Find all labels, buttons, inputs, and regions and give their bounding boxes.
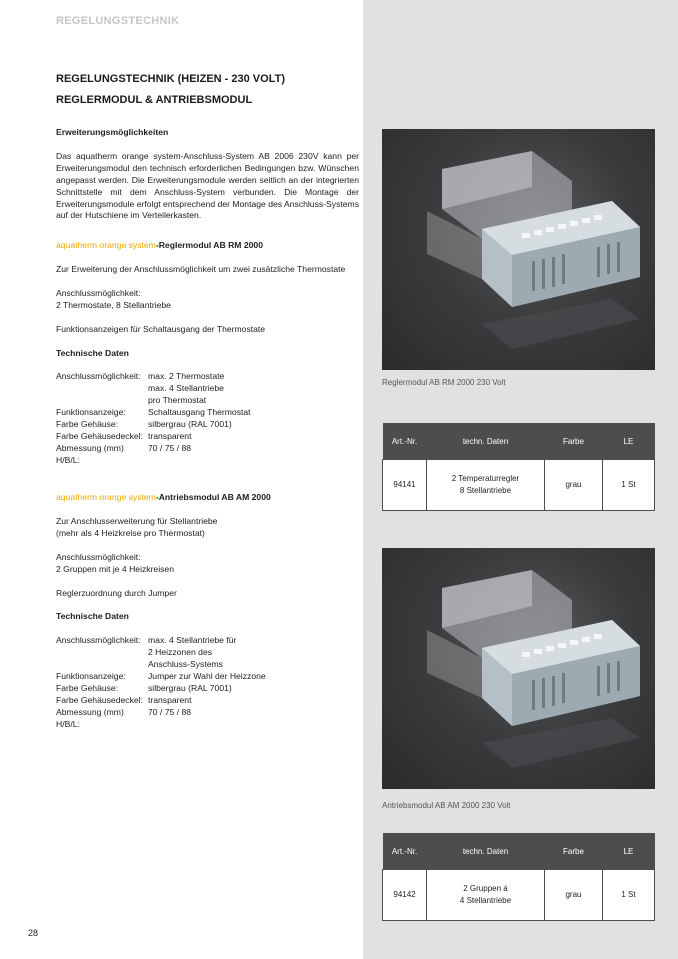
spec-value: Schaltausgang Thermostat	[148, 407, 251, 418]
intro-heading: Erweiterungsmöglichkeiten	[56, 127, 169, 137]
le-cell: 1 St	[603, 870, 655, 921]
col-header: Farbe	[545, 833, 603, 870]
connection-label: Anschlussmöglichkeit:	[56, 551, 141, 562]
reglermodul-heading	[56, 240, 359, 252]
antriebsmodul-product-table	[382, 833, 655, 921]
spec-key: Anschlussmöglichkeit:	[56, 635, 141, 646]
spec-key: Abmessung (mm) H/B/L:	[56, 442, 124, 465]
reglermodul-function-note: Funktionsanzeigen für Schaltausgang der Thermostate	[56, 323, 266, 334]
spec-value: silbergrau (RAL 7001)	[148, 682, 232, 693]
intro-section	[56, 127, 359, 222]
connection-label: Anschlussmöglichkeit:	[56, 287, 141, 298]
tech-data-cell	[427, 870, 545, 921]
spec-value: transparent	[148, 694, 192, 705]
reglermodul-tech-heading: Technische Daten	[56, 347, 129, 358]
reglermodul-section	[56, 240, 359, 467]
reglermodul-connection	[56, 288, 359, 312]
tech-data-line-2: 4 Stellantriebe	[459, 896, 512, 905]
art-nr-cell: 94141	[383, 460, 427, 511]
reglermodul-illustration	[382, 129, 655, 370]
col-header: Art.-Nr.	[383, 423, 427, 460]
spec-key: Farbe Gehäusedeckel:	[56, 430, 143, 441]
title-line-2: REGLERMODUL & ANTRIEBSMODUL	[56, 94, 253, 106]
color-cell: grau	[545, 460, 603, 511]
tech-data-line-1: 2 Temperaturregler	[451, 474, 520, 483]
antriebsmodul-tech-heading: Technische Daten	[56, 611, 129, 622]
table-header-row	[383, 833, 655, 870]
col-header: LE	[603, 423, 655, 460]
reglermodul-name: -Reglermodul AB RM 2000	[155, 240, 263, 250]
reglermodul-product-photo	[382, 129, 655, 370]
antriebsmodul-assignment-note: Reglerzuordnung durch Jumper	[56, 587, 177, 598]
page-title	[56, 69, 285, 111]
connection-value: 2 Thermostate, 8 Stellantriebe	[56, 299, 171, 310]
spec-key: Farbe Gehäuse:	[56, 682, 119, 693]
spec-key: Farbe Gehäuse:	[56, 419, 119, 430]
color-cell: grau	[545, 870, 603, 921]
spec-key: Funktionsanzeige:	[56, 407, 126, 418]
spec-value: Jumper zur Wahl der Heizzone	[148, 671, 266, 682]
intro-body: Das aquatherm orange system-Anschluss-System AB 2006 230V kann per Erweiterungsmodul den technisch erforderlichen Bedingungen bzw. Wünschen angepasst werden. Die Erweiterungsmodule werden seitlich an der integrierten Schnittstelle mit dem Anschluss-System verbunden. Die Montage der Erweiterungsmodule erfolgt entsprechend der Montage des Anschluss-Systems auf der Hutschiene im Verteilerkasten.	[56, 150, 359, 221]
col-header: Art.-Nr.	[383, 833, 427, 870]
col-header: Farbe	[545, 423, 603, 460]
table-header-row	[383, 423, 655, 460]
reglermodul-spec-list	[56, 371, 359, 466]
antriebsmodul-name: -Antriebsmodul AB AM 2000	[155, 492, 271, 502]
spec-key: Abmessung (mm) H/B/L:	[56, 706, 124, 729]
antriebsmodul-spec-list	[56, 635, 359, 730]
reglermodul-caption: Reglermodul AB RM 2000 230 Volt	[382, 378, 506, 387]
spec-key: Farbe Gehäusedeckel:	[56, 694, 143, 705]
tech-data-line-1: 2 Gruppen á	[463, 884, 508, 893]
art-nr-cell: 94142	[383, 870, 427, 921]
antriebsmodul-section	[56, 492, 359, 731]
spec-value: 70 / 75 / 88	[148, 706, 192, 717]
tech-data-line-2: 8 Stellantriebe	[459, 486, 512, 495]
col-header: techn. Daten	[427, 423, 545, 460]
spec-value: max. 4 Stellantriebe für 2 Heizzonen des Anschluss-Systems	[148, 635, 237, 670]
title-line-1: REGELUNGSTECHNIK (HEIZEN - 230 VOLT)	[56, 73, 285, 85]
reglermodul-purpose: Zur Erweiterung der Anschlussmöglichkeit um zwei zusätzliche Thermostate	[56, 263, 346, 274]
antriebsmodul-heading	[56, 492, 359, 504]
spec-value: 70 / 75 / 88	[148, 442, 192, 453]
spec-key: Anschlussmöglichkeit:	[56, 371, 141, 382]
antriebsmodul-connection	[56, 552, 359, 576]
col-header: techn. Daten	[427, 833, 545, 870]
connection-value: 2 Gruppen mit je 4 Heizkreisen	[56, 563, 174, 574]
table-row	[383, 460, 655, 511]
purpose-line-1: Zur Anschlusserweiterung für Stellantriebe	[56, 515, 218, 526]
brand-label: aquatherm orange system	[56, 492, 156, 502]
col-header: LE	[603, 833, 655, 870]
reflection	[482, 718, 640, 768]
le-cell: 1 St	[603, 460, 655, 511]
table-row	[383, 870, 655, 921]
antriebsmodul-illustration	[382, 548, 655, 789]
page-number: 28	[28, 928, 39, 938]
tech-data-cell	[427, 460, 545, 511]
purpose-line-2: (mehr als 4 Heizkreise pro Thermostat)	[56, 527, 205, 538]
section-tag: REGELUNGSTECHNIK	[56, 15, 180, 27]
antriebsmodul-purpose	[56, 516, 359, 540]
reflection	[482, 299, 640, 349]
spec-value: transparent	[148, 430, 192, 441]
spec-value: max. 2 Thermostate max. 4 Stellantriebe pro Thermostat	[148, 371, 225, 406]
brand-label: aquatherm orange system	[56, 240, 156, 250]
reglermodul-product-table	[382, 423, 655, 511]
spec-key: Funktionsanzeige:	[56, 671, 126, 682]
antriebsmodul-caption: Antriebsmodul AB AM 2000 230 Volt	[382, 801, 511, 810]
spec-value: silbergrau (RAL 7001)	[148, 419, 232, 430]
antriebsmodul-product-photo	[382, 548, 655, 789]
